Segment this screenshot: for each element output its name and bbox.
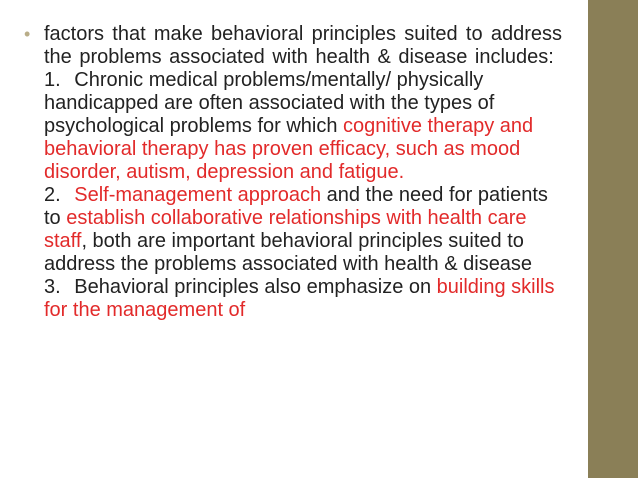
list-number: 1. bbox=[44, 69, 61, 91]
bullet-icon: • bbox=[24, 24, 31, 44]
item-2-text-a: and the need for patients to bbox=[44, 184, 548, 229]
item-2-highlight-a: Self-management approach bbox=[74, 184, 322, 206]
list-item-2 bbox=[22, 184, 562, 276]
list-item-1 bbox=[22, 69, 562, 184]
list-item-3 bbox=[22, 276, 562, 322]
item-2-highlight-b: establish collaborative relationships with health care staff bbox=[44, 207, 527, 252]
item-3-text: Behavioral principles also emphasize on bbox=[74, 276, 437, 298]
intro-bullet bbox=[22, 23, 562, 69]
intro-text: factors that make behavioral principles suited to address the problems associated with health & disease includes: bbox=[44, 23, 562, 68]
item-2-text-b: , both are important behavioral principles suited to address the problems associated with health & disease bbox=[44, 230, 533, 275]
list-number: 3. bbox=[44, 276, 61, 298]
item-1-highlight: cognitive therapy and behavioral therapy has proven efficacy, such as mood disorder, autism, depression and fatigue. bbox=[44, 115, 534, 183]
item-3-highlight: building skills for the management of bbox=[44, 276, 555, 321]
item-1-text: Chronic medical problems/mentally/ physically handicapped are often associated with the types of psychological problems for which bbox=[44, 69, 495, 137]
accent-sidebar bbox=[588, 0, 638, 478]
slide-content bbox=[22, 23, 562, 322]
list-number: 2. bbox=[44, 184, 61, 206]
